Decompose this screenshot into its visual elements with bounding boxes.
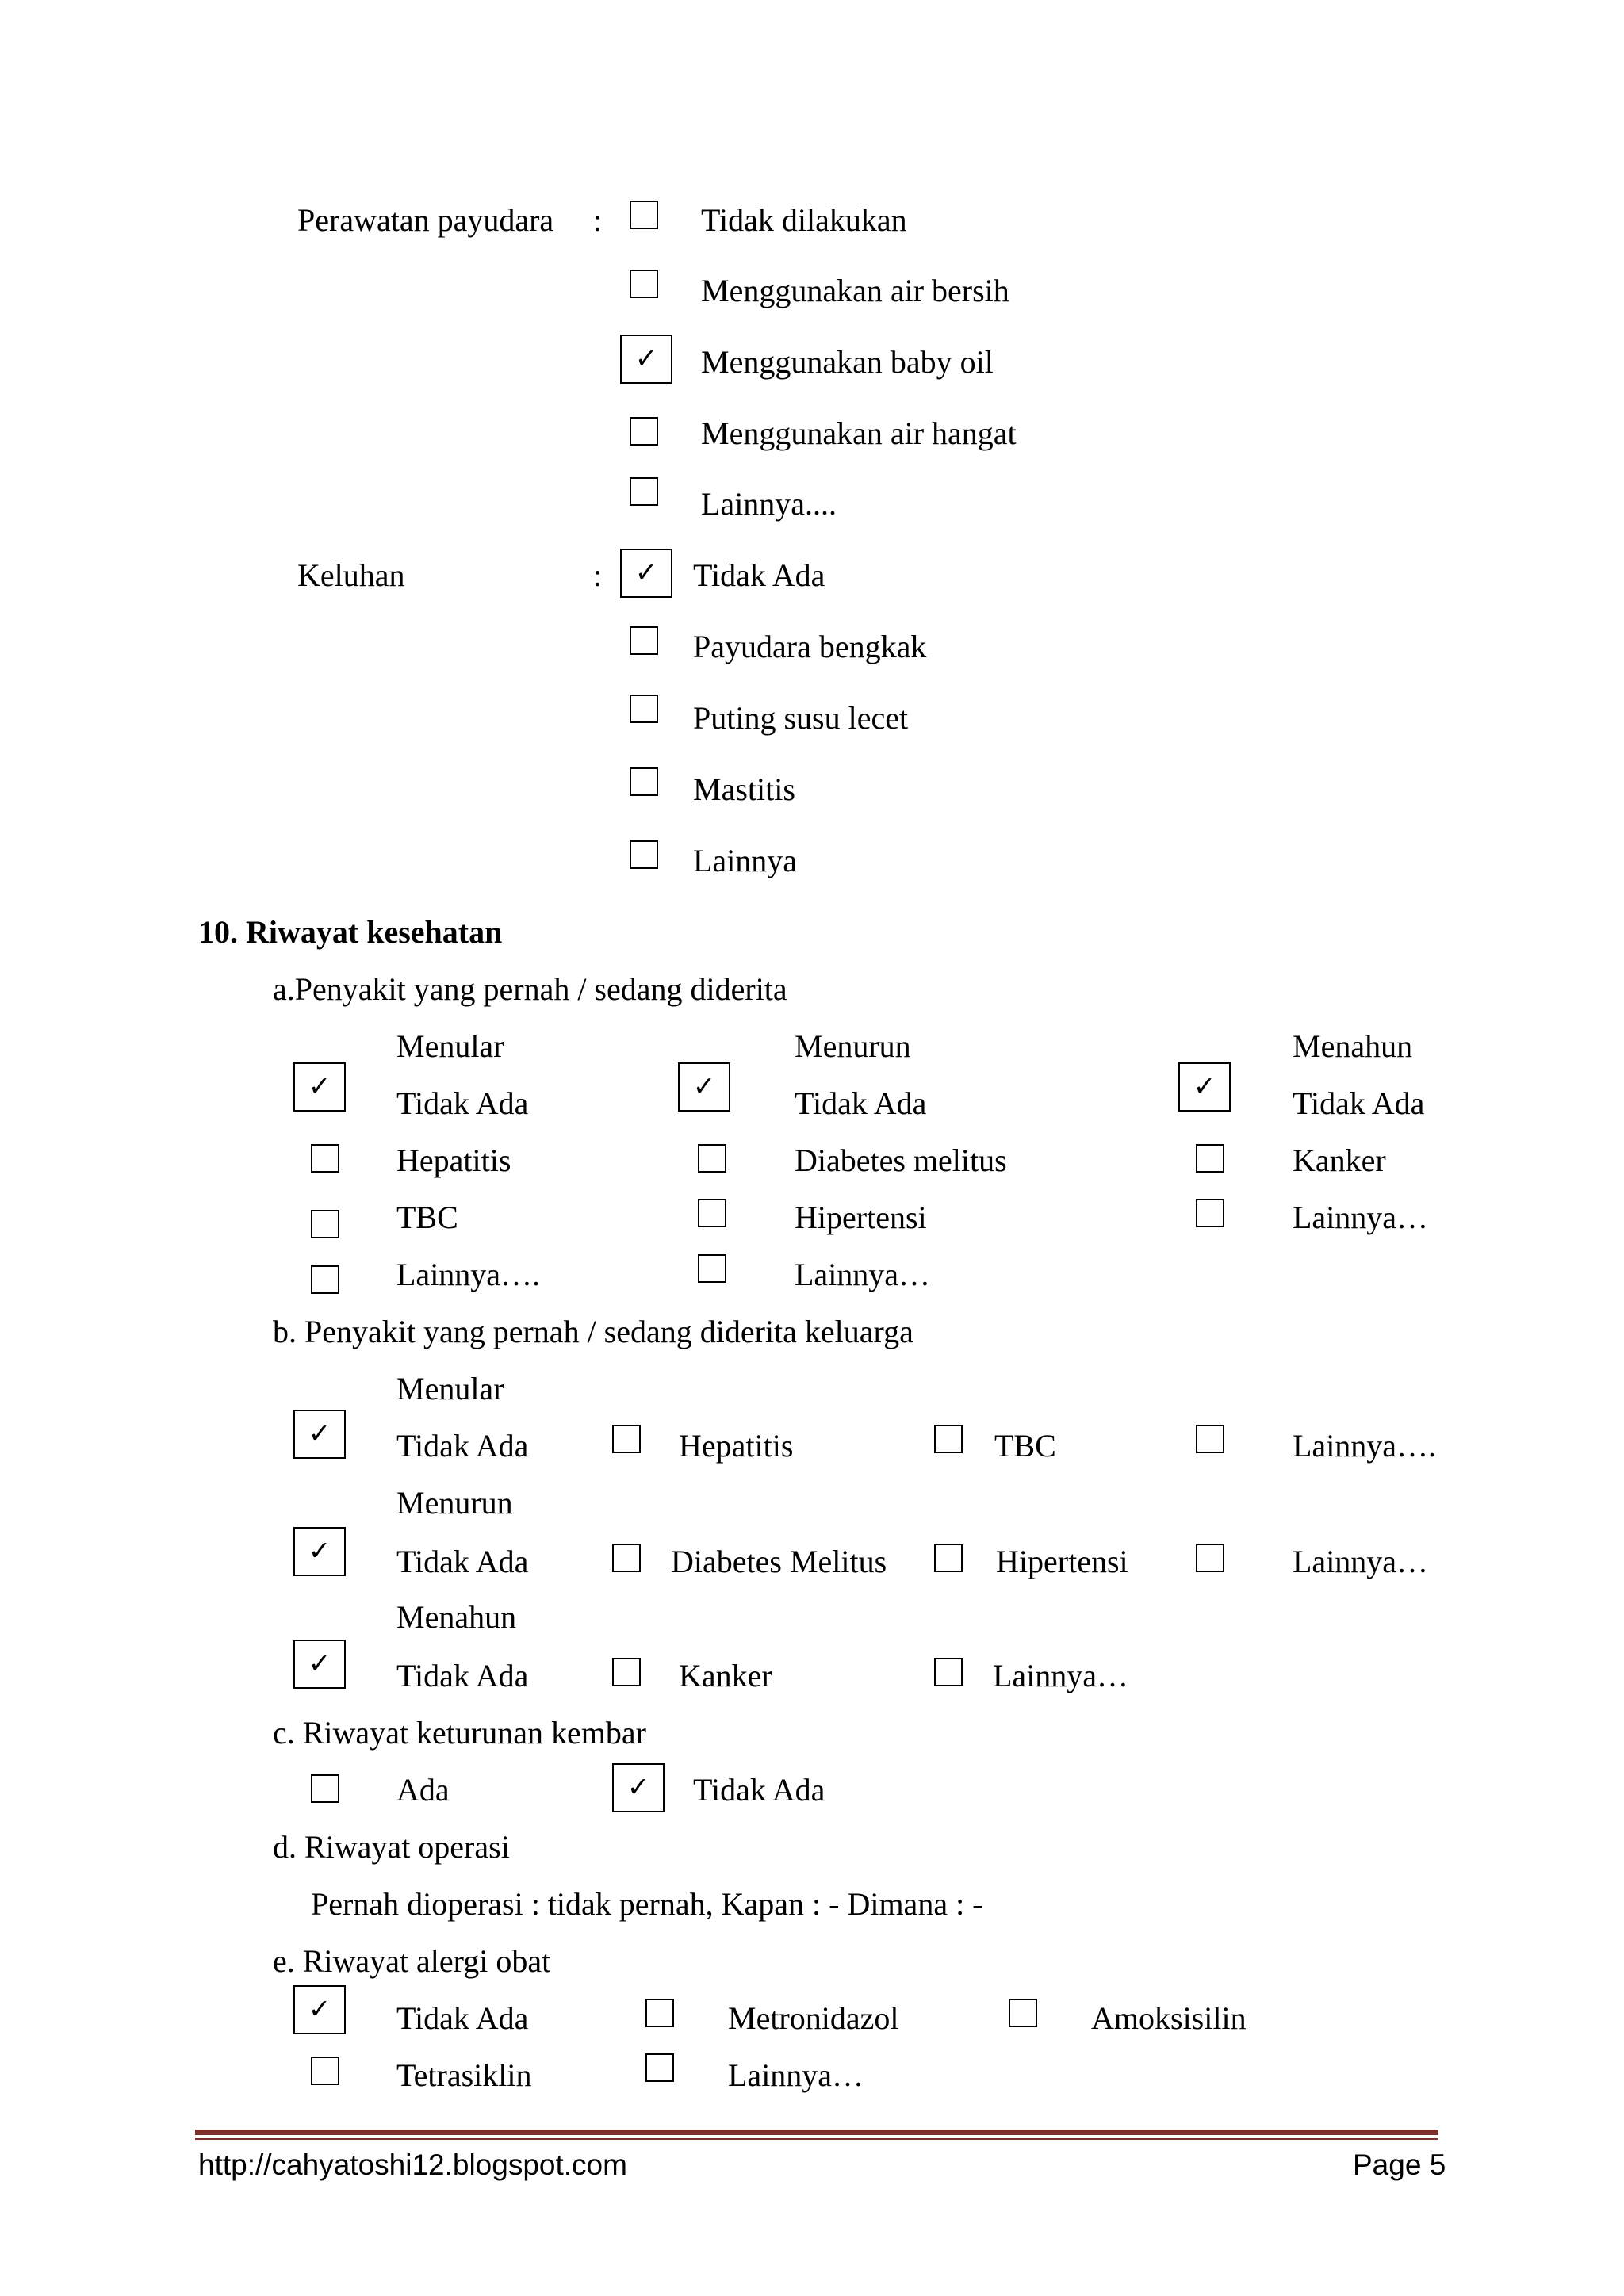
section-d-title: d. Riwayat operasi — [273, 1829, 510, 1865]
c-item-0-checkbox[interactable] — [311, 1774, 339, 1803]
b-menahun-item-2-label: Lainnya… — [993, 1658, 1129, 1693]
a-col-menular-header: Menular — [396, 1028, 504, 1064]
e-item-3-label: Tetrasiklin — [396, 2057, 532, 2093]
b-menular-item-0-label: Tidak Ada — [396, 1428, 529, 1464]
checkmark-icon: ✓ — [1193, 1070, 1216, 1103]
keluhan-label: Keluhan — [297, 557, 405, 593]
c-item-1-checkbox[interactable] — [612, 1763, 665, 1812]
perawatan-option-3-label: Menggunakan air hangat — [701, 415, 1017, 451]
b-menahun-item-0-label: Tidak Ada — [396, 1658, 529, 1693]
b-menular-item-2-checkbox[interactable] — [934, 1425, 963, 1453]
e-item-2-label: Amoksisilin — [1091, 2000, 1247, 2036]
keluhan-option-4-checkbox[interactable] — [630, 840, 658, 869]
e-item-3-checkbox[interactable] — [311, 2057, 339, 2085]
b-menahun-item-2-checkbox[interactable] — [934, 1658, 963, 1686]
b-menurun-item-2-checkbox[interactable] — [934, 1544, 963, 1572]
b-menular-item-3-checkbox[interactable] — [1196, 1425, 1224, 1453]
a-menahun-item-0-label: Tidak Ada — [1293, 1085, 1425, 1121]
b-menurun-item-2-label: Hipertensi — [996, 1544, 1128, 1579]
a-col-menurun-header: Menurun — [795, 1028, 911, 1064]
perawatan-colon: : — [593, 202, 603, 238]
perawatan-option-4-label: Lainnya.... — [701, 486, 837, 522]
a-menurun-item-2-label: Hipertensi — [795, 1200, 927, 1235]
a-menurun-item-3-label: Lainnya… — [795, 1257, 931, 1292]
a-menurun-item-0-label: Tidak Ada — [795, 1085, 927, 1121]
a-menurun-item-3-checkbox[interactable] — [698, 1254, 726, 1283]
checkmark-icon: ✓ — [308, 1535, 331, 1567]
a-menurun-item-2-checkbox[interactable] — [698, 1199, 726, 1227]
e-item-1-label: Metronidazol — [728, 2000, 899, 2036]
b-menahun-item-1-checkbox[interactable] — [612, 1658, 641, 1686]
b-menular-item-3-label: Lainnya…. — [1293, 1428, 1437, 1464]
checkmark-icon: ✓ — [308, 1418, 331, 1450]
footer-page-number: Page 5 — [1353, 2149, 1446, 2181]
b-menahun-header: Menahun — [396, 1599, 517, 1635]
perawatan-label: Perawatan payudara — [297, 202, 554, 238]
a-menular-item-3-label: Lainnya…. — [396, 1257, 541, 1292]
checkmark-icon: ✓ — [692, 1070, 716, 1103]
a-menular-item-3-checkbox[interactable] — [311, 1265, 339, 1294]
section-b-title: b. Penyakit yang pernah / sedang diderita keluarga — [273, 1314, 914, 1349]
a-menurun-item-1-checkbox[interactable] — [698, 1144, 726, 1173]
footer-rule-thick — [195, 2130, 1438, 2135]
a-menahun-item-2-checkbox[interactable] — [1196, 1199, 1224, 1227]
b-menurun-header: Menurun — [396, 1485, 513, 1521]
keluhan-option-4-label: Lainnya — [693, 843, 798, 878]
perawatan-option-0-checkbox[interactable] — [630, 201, 658, 229]
checkmark-icon: ✓ — [626, 1771, 650, 1804]
a-menahun-item-1-checkbox[interactable] — [1196, 1144, 1224, 1173]
keluhan-option-0-label: Tidak Ada — [693, 557, 825, 593]
section-heading: 10. Riwayat kesehatan — [198, 914, 503, 950]
keluhan-colon: : — [593, 557, 603, 593]
checkmark-icon: ✓ — [634, 342, 658, 375]
keluhan-option-1-checkbox[interactable] — [630, 626, 658, 655]
perawatan-option-2-checkbox[interactable] — [620, 335, 672, 384]
a-menahun-item-2-label: Lainnya… — [1293, 1200, 1429, 1235]
b-menular-item-1-label: Hepatitis — [679, 1428, 794, 1464]
b-menular-header: Menular — [396, 1371, 504, 1406]
checkmark-icon: ✓ — [634, 557, 658, 589]
e-item-4-label: Lainnya… — [728, 2057, 864, 2093]
b-menahun-item-1-label: Kanker — [679, 1658, 772, 1693]
e-item-0-checkbox[interactable] — [293, 1985, 346, 2034]
a-menurun-item-1-label: Diabetes melitus — [795, 1142, 1007, 1178]
a-menular-item-2-checkbox[interactable] — [311, 1210, 339, 1238]
e-item-4-checkbox[interactable] — [645, 2053, 674, 2082]
checkmark-icon: ✓ — [308, 1993, 331, 2026]
b-menurun-item-0-label: Tidak Ada — [396, 1544, 529, 1579]
a-menular-item-1-checkbox[interactable] — [311, 1144, 339, 1173]
perawatan-option-1-checkbox[interactable] — [630, 270, 658, 298]
c-item-0-label: Ada — [396, 1772, 450, 1808]
a-menurun-item-0-checkbox[interactable] — [678, 1062, 730, 1112]
a-menular-item-0-label: Tidak Ada — [396, 1085, 529, 1121]
perawatan-option-2-label: Menggunakan baby oil — [701, 344, 994, 380]
perawatan-option-3-checkbox[interactable] — [630, 417, 658, 446]
a-menular-item-0-checkbox[interactable] — [293, 1062, 346, 1112]
b-menular-item-0-checkbox[interactable] — [293, 1410, 346, 1459]
a-menahun-item-1-label: Kanker — [1293, 1142, 1386, 1178]
perawatan-option-4-checkbox[interactable] — [630, 477, 658, 506]
b-menurun-item-1-checkbox[interactable] — [612, 1544, 641, 1572]
section-c-title: c. Riwayat keturunan kembar — [273, 1715, 646, 1751]
e-item-1-checkbox[interactable] — [645, 1999, 674, 2027]
b-menular-item-1-checkbox[interactable] — [612, 1425, 641, 1453]
section-d-text: Pernah dioperasi : tidak pernah, Kapan : - Dimana : - — [311, 1886, 983, 1922]
footer-url[interactable]: http://cahyatoshi12.blogspot.com — [198, 2149, 627, 2181]
perawatan-option-0-label: Tidak dilakukan — [701, 202, 907, 238]
c-item-1-label: Tidak Ada — [693, 1772, 825, 1808]
e-item-2-checkbox[interactable] — [1009, 1999, 1037, 2027]
a-menahun-item-0-checkbox[interactable] — [1178, 1062, 1231, 1112]
keluhan-option-0-checkbox[interactable] — [620, 549, 672, 598]
e-item-0-label: Tidak Ada — [396, 2000, 529, 2036]
keluhan-option-1-label: Payudara bengkak — [693, 629, 927, 664]
keluhan-option-2-label: Puting susu lecet — [693, 700, 909, 736]
section-a-title: a.Penyakit yang pernah / sedang diderita — [273, 971, 787, 1007]
footer-rule-thin — [195, 2138, 1438, 2140]
b-menurun-item-1-label: Diabetes Melitus — [671, 1544, 887, 1579]
keluhan-option-3-checkbox[interactable] — [630, 767, 658, 796]
keluhan-option-2-checkbox[interactable] — [630, 695, 658, 723]
keluhan-option-3-label: Mastitis — [693, 771, 795, 807]
b-menular-item-2-label: TBC — [994, 1428, 1056, 1464]
a-col-menahun-header: Menahun — [1293, 1028, 1413, 1064]
section-e-title: e. Riwayat alergi obat — [273, 1943, 551, 1979]
b-menurun-item-3-checkbox[interactable] — [1196, 1544, 1224, 1572]
a-menular-item-2-label: TBC — [396, 1200, 458, 1235]
checkmark-icon: ✓ — [308, 1070, 331, 1103]
perawatan-option-1-label: Menggunakan air bersih — [701, 273, 1009, 308]
b-menahun-item-0-checkbox[interactable] — [293, 1640, 346, 1689]
b-menurun-item-3-label: Lainnya… — [1293, 1544, 1429, 1579]
a-menular-item-1-label: Hepatitis — [396, 1142, 511, 1178]
b-menurun-item-0-checkbox[interactable] — [293, 1527, 346, 1576]
checkmark-icon: ✓ — [308, 1647, 331, 1680]
